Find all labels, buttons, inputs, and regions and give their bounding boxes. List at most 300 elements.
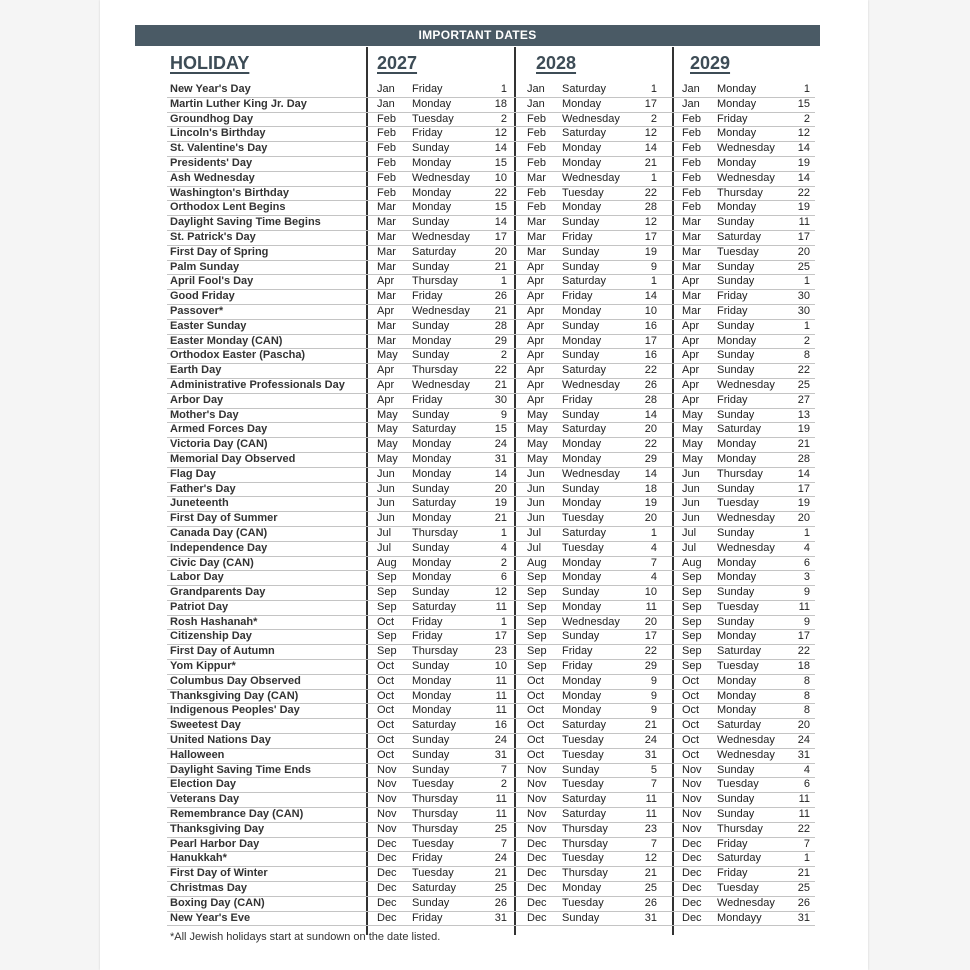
- day-cell: 24: [494, 852, 507, 865]
- weekday-cell: Sunday: [562, 911, 600, 924]
- month-cell: Sep: [377, 600, 397, 613]
- weekday-cell: Monday: [717, 556, 757, 569]
- month-cell: Apr: [377, 304, 395, 317]
- holiday-name: April Fool's Day: [170, 275, 254, 288]
- holiday-name: Juneteenth: [170, 497, 229, 510]
- day-cell: 19: [797, 497, 810, 510]
- weekday-cell: Tuesday: [717, 778, 759, 791]
- weekday-cell: Monday: [412, 689, 452, 702]
- month-cell: Oct: [377, 660, 395, 673]
- weekday-cell: Monday: [562, 704, 602, 717]
- day-cell: 9: [650, 689, 657, 702]
- weekday-cell: Friday: [412, 615, 443, 628]
- weekday-cell: Friday: [562, 393, 593, 406]
- table-row: [167, 586, 815, 601]
- table-row: [167, 379, 815, 394]
- month-cell: Mar: [527, 230, 546, 243]
- table-row: [167, 645, 815, 660]
- weekday-cell: Sunday: [562, 349, 600, 362]
- month-cell: Oct: [377, 674, 395, 687]
- holiday-name: St. Patrick's Day: [170, 230, 256, 243]
- day-cell: 10: [644, 586, 657, 599]
- weekday-cell: Sunday: [717, 319, 755, 332]
- table-row: [167, 704, 815, 719]
- weekday-cell: Tuesday: [412, 112, 454, 125]
- weekday-cell: Monday: [717, 97, 757, 110]
- month-cell: Dec: [377, 882, 397, 895]
- day-cell: 4: [803, 541, 810, 554]
- month-cell: Sep: [377, 630, 397, 643]
- weekday-cell: Sunday: [412, 748, 450, 761]
- month-cell: May: [682, 408, 703, 421]
- day-cell: 22: [797, 364, 810, 377]
- day-cell: 12: [494, 127, 507, 140]
- weekday-cell: Wednesday: [717, 748, 775, 761]
- month-cell: Sep: [527, 645, 547, 658]
- table-row: [167, 216, 815, 231]
- month-cell: Feb: [682, 127, 701, 140]
- month-cell: Sep: [377, 571, 397, 584]
- month-cell: Nov: [377, 793, 397, 806]
- month-cell: Sep: [377, 645, 397, 658]
- weekday-cell: Sunday: [562, 245, 600, 258]
- month-cell: Jan: [377, 83, 395, 95]
- month-cell: Dec: [527, 852, 547, 865]
- weekday-cell: Sunday: [412, 349, 450, 362]
- holiday-name: Yom Kippur*: [170, 660, 236, 673]
- holiday-name: Washington's Birthday: [170, 186, 289, 199]
- weekday-cell: Friday: [717, 112, 748, 125]
- table-row: [167, 660, 815, 675]
- weekday-cell: Monday: [717, 674, 757, 687]
- month-cell: Jun: [527, 512, 545, 525]
- month-cell: Dec: [377, 911, 397, 924]
- day-cell: 11: [495, 689, 507, 702]
- month-cell: Jun: [527, 482, 545, 495]
- day-cell: 21: [494, 512, 507, 525]
- day-cell: 16: [644, 349, 657, 362]
- day-cell: 16: [644, 319, 657, 332]
- weekday-cell: Monday: [717, 571, 757, 584]
- month-cell: Apr: [682, 334, 700, 347]
- month-cell: Oct: [682, 674, 700, 687]
- weekday-cell: Friday: [562, 290, 593, 303]
- day-cell: 17: [494, 630, 507, 643]
- day-cell: 19: [644, 245, 657, 258]
- table-row: [167, 838, 815, 853]
- weekday-cell: Saturday: [562, 127, 607, 140]
- weekday-cell: Thursday: [717, 467, 763, 480]
- month-cell: Mar: [377, 201, 396, 214]
- weekday-cell: Saturday: [562, 423, 607, 436]
- day-cell: 28: [644, 393, 657, 406]
- weekday-cell: Thursday: [412, 275, 458, 288]
- holiday-name: Halloween: [170, 748, 225, 761]
- weekday-cell: Wednesday: [562, 171, 620, 184]
- holiday-name: Passover*: [170, 304, 224, 317]
- weekday-cell: Monday: [717, 201, 757, 214]
- day-cell: 11: [495, 674, 507, 687]
- month-cell: Jun: [527, 497, 545, 510]
- table-row: [167, 527, 815, 542]
- weekday-cell: Monday: [562, 304, 602, 317]
- day-cell: 7: [650, 837, 657, 850]
- month-cell: Dec: [682, 911, 702, 924]
- month-cell: Mar: [377, 319, 396, 332]
- weekday-cell: Saturday: [412, 423, 457, 436]
- weekday-cell: Wednesday: [717, 512, 775, 525]
- day-cell: 1: [650, 526, 657, 539]
- month-cell: Apr: [682, 364, 700, 377]
- weekday-cell: Tuesday: [562, 778, 604, 791]
- holiday-name: Sweetest Day: [170, 719, 241, 732]
- weekday-cell: Monday: [412, 704, 452, 717]
- month-cell: Jun: [377, 482, 395, 495]
- day-cell: 28: [644, 201, 657, 214]
- weekday-cell: Tuesday: [412, 867, 454, 880]
- month-cell: Mar: [682, 260, 701, 273]
- holiday-name: Labor Day: [170, 571, 224, 584]
- holiday-name: Rosh Hashanah*: [170, 615, 258, 628]
- month-cell: Nov: [682, 822, 702, 835]
- day-cell: 17: [644, 230, 657, 243]
- day-cell: 7: [500, 837, 507, 850]
- month-cell: Nov: [682, 793, 702, 806]
- day-cell: 11: [798, 808, 810, 821]
- month-cell: Mar: [377, 245, 396, 258]
- holiday-name: Orthodox Easter (Pascha): [170, 349, 306, 362]
- month-cell: Mar: [682, 230, 701, 243]
- weekday-cell: Wednesday: [562, 467, 620, 480]
- weekday-cell: Sunday: [412, 660, 450, 673]
- day-cell: 4: [803, 763, 810, 776]
- month-cell: Dec: [527, 867, 547, 880]
- day-cell: 10: [494, 171, 507, 184]
- day-cell: 17: [494, 230, 507, 243]
- day-cell: 31: [494, 911, 507, 924]
- weekday-cell: Saturday: [412, 497, 457, 510]
- month-cell: Feb: [527, 201, 546, 214]
- month-cell: Mar: [377, 334, 396, 347]
- weekday-cell: Sunday: [717, 260, 755, 273]
- holiday-name: Boxing Day (CAN): [170, 896, 265, 909]
- weekday-cell: Saturday: [562, 808, 607, 821]
- day-cell: 7: [650, 556, 657, 569]
- day-cell: 20: [644, 512, 657, 525]
- holiday-name: Thanksgiving Day (CAN): [170, 689, 299, 702]
- month-cell: Sep: [682, 571, 702, 584]
- day-cell: 11: [798, 793, 810, 806]
- month-cell: Jul: [377, 541, 392, 554]
- day-cell: 14: [644, 408, 657, 421]
- day-cell: 22: [797, 645, 810, 658]
- month-cell: Jun: [682, 467, 700, 480]
- month-cell: Nov: [527, 778, 547, 791]
- month-cell: Jan: [682, 97, 700, 110]
- month-cell: Nov: [527, 808, 547, 821]
- day-cell: 9: [650, 704, 657, 717]
- weekday-cell: Wednesday: [717, 734, 775, 747]
- weekday-cell: Sunday: [562, 319, 600, 332]
- day-cell: 4: [650, 571, 657, 584]
- month-cell: Dec: [527, 837, 547, 850]
- month-cell: Dec: [682, 882, 702, 895]
- day-cell: 12: [494, 586, 507, 599]
- day-cell: 23: [494, 645, 507, 658]
- day-cell: 15: [797, 97, 810, 110]
- weekday-cell: Monday: [717, 334, 757, 347]
- weekday-cell: Monday: [717, 689, 757, 702]
- weekday-cell: Saturday: [412, 882, 457, 895]
- month-cell: Apr: [527, 319, 545, 332]
- month-cell: Jan: [682, 83, 700, 95]
- day-cell: 11: [645, 600, 657, 613]
- month-cell: Apr: [527, 334, 545, 347]
- month-cell: Jan: [527, 97, 545, 110]
- day-cell: 9: [500, 408, 507, 421]
- day-cell: 10: [494, 660, 507, 673]
- weekday-cell: Saturday: [717, 230, 762, 243]
- month-cell: Apr: [527, 260, 545, 273]
- weekday-cell: Monday: [562, 556, 602, 569]
- month-cell: May: [377, 452, 398, 465]
- day-cell: 28: [797, 452, 810, 465]
- weekday-cell: Saturday: [412, 245, 457, 258]
- day-cell: 1: [650, 171, 657, 184]
- month-cell: Oct: [682, 689, 700, 702]
- month-cell: Sep: [682, 586, 702, 599]
- weekday-cell: Sunday: [412, 260, 450, 273]
- day-cell: 15: [494, 201, 507, 214]
- table-row: [167, 468, 815, 483]
- month-cell: Jul: [377, 526, 392, 539]
- holiday-name: St. Valentine's Day: [170, 142, 268, 155]
- month-cell: Oct: [377, 704, 395, 717]
- month-cell: Nov: [527, 822, 547, 835]
- weekday-cell: Monday: [412, 556, 452, 569]
- holiday-name: Thanksgiving Day: [170, 822, 265, 835]
- holiday-name: Hanukkah*: [170, 852, 227, 865]
- day-cell: 16: [494, 719, 507, 732]
- weekday-cell: Wednesday: [412, 171, 470, 184]
- month-cell: Apr: [682, 393, 700, 406]
- day-cell: 24: [797, 734, 810, 747]
- day-cell: 21: [494, 378, 507, 391]
- table-row: [167, 793, 815, 808]
- day-cell: 30: [797, 290, 810, 303]
- table-row: [167, 364, 815, 379]
- holiday-name: New Year's Eve: [170, 911, 251, 924]
- weekday-cell: Monday: [562, 452, 602, 465]
- month-cell: Feb: [682, 201, 701, 214]
- day-cell: 8: [803, 689, 810, 702]
- table-row: [167, 497, 815, 512]
- month-cell: Aug: [527, 556, 547, 569]
- weekday-cell: Thursday: [562, 867, 608, 880]
- month-cell: Apr: [527, 378, 545, 391]
- table-row: [167, 852, 815, 867]
- month-cell: Feb: [527, 156, 546, 169]
- day-cell: 18: [494, 97, 507, 110]
- month-cell: Oct: [527, 748, 545, 761]
- month-cell: Mar: [527, 171, 546, 184]
- weekday-cell: Sunday: [562, 260, 600, 273]
- day-cell: 31: [644, 748, 657, 761]
- table-row: [167, 616, 815, 631]
- weekday-cell: Saturday: [562, 793, 607, 806]
- holiday-name: Orthodox Lent Begins: [170, 201, 286, 214]
- year-header-2029: 2029: [690, 53, 731, 73]
- month-cell: Apr: [682, 349, 700, 362]
- table-row: [167, 897, 815, 912]
- month-cell: Feb: [377, 127, 396, 140]
- weekday-cell: Friday: [412, 393, 443, 406]
- holiday-name: Christmas Day: [170, 882, 248, 895]
- table-row: [167, 201, 815, 216]
- month-cell: Jul: [527, 541, 542, 554]
- month-cell: Apr: [527, 304, 545, 317]
- weekday-cell: Tuesday: [562, 186, 604, 199]
- month-cell: Feb: [527, 112, 546, 125]
- day-cell: 31: [797, 748, 810, 761]
- weekday-cell: Monday: [412, 571, 452, 584]
- weekday-cell: Saturday: [717, 719, 762, 732]
- day-cell: 11: [798, 600, 810, 613]
- holiday-name: Memorial Day Observed: [170, 452, 296, 465]
- weekday-cell: Friday: [717, 290, 748, 303]
- month-cell: Apr: [377, 393, 395, 406]
- month-cell: Feb: [377, 142, 396, 155]
- day-cell: 1: [500, 275, 507, 288]
- table-row: [167, 172, 815, 187]
- holiday-name: Indigenous Peoples' Day: [170, 704, 300, 717]
- table-row: [167, 912, 815, 927]
- table-row: [167, 571, 815, 586]
- weekday-cell: Monday: [562, 201, 602, 214]
- day-cell: 22: [494, 186, 507, 199]
- month-cell: Oct: [527, 704, 545, 717]
- weekday-cell: Wednesday: [717, 896, 775, 909]
- day-cell: 2: [803, 334, 810, 347]
- weekday-cell: Sunday: [562, 482, 600, 495]
- weekday-cell: Tuesday: [562, 852, 604, 865]
- month-cell: Dec: [527, 911, 547, 924]
- day-cell: 2: [500, 112, 507, 125]
- month-cell: Dec: [682, 867, 702, 880]
- weekday-cell: Wednesday: [717, 142, 775, 155]
- weekday-cell: Monday: [412, 156, 452, 169]
- weekday-cell: Monday: [717, 127, 757, 140]
- month-cell: Jul: [527, 526, 542, 539]
- table-row: [167, 290, 815, 305]
- weekday-cell: Monday: [562, 600, 602, 613]
- month-cell: Apr: [527, 393, 545, 406]
- month-cell: Mar: [682, 304, 701, 317]
- day-cell: 22: [644, 364, 657, 377]
- day-cell: 1: [803, 852, 810, 865]
- month-cell: Oct: [527, 674, 545, 687]
- weekday-cell: Tuesday: [412, 837, 454, 850]
- weekday-cell: Saturday: [562, 83, 607, 95]
- month-cell: May: [682, 452, 703, 465]
- month-cell: Apr: [527, 364, 545, 377]
- day-cell: 1: [803, 275, 810, 288]
- weekday-cell: Tuesday: [717, 497, 759, 510]
- holiday-name: Daylight Saving Time Begins: [170, 216, 321, 229]
- month-cell: Oct: [377, 615, 395, 628]
- weekday-cell: Thursday: [412, 526, 458, 539]
- weekday-cell: Sunday: [412, 734, 450, 747]
- month-cell: Aug: [377, 556, 397, 569]
- weekday-cell: Monday: [562, 882, 602, 895]
- weekday-cell: Wednesday: [717, 541, 775, 554]
- day-cell: 21: [644, 156, 657, 169]
- day-cell: 2: [500, 556, 507, 569]
- day-cell: 5: [650, 763, 657, 776]
- weekday-cell: Sunday: [562, 586, 600, 599]
- holiday-name: Victoria Day (CAN): [170, 438, 268, 451]
- month-cell: Oct: [527, 719, 545, 732]
- day-cell: 17: [797, 230, 810, 243]
- table-row: [167, 142, 815, 157]
- month-cell: Sep: [682, 630, 702, 643]
- weekday-cell: Sunday: [412, 763, 450, 776]
- weekday-cell: Thursday: [717, 186, 763, 199]
- month-cell: Dec: [377, 837, 397, 850]
- day-cell: 8: [803, 674, 810, 687]
- table-row: [167, 542, 815, 557]
- day-cell: 17: [797, 630, 810, 643]
- month-cell: Sep: [527, 660, 547, 673]
- day-cell: 31: [494, 748, 507, 761]
- holiday-name: Arbor Day: [170, 393, 224, 406]
- day-cell: 1: [500, 83, 507, 95]
- weekday-cell: Sunday: [412, 586, 450, 599]
- banner-title: IMPORTANT DATES: [135, 25, 820, 46]
- weekday-cell: Monday: [412, 512, 452, 525]
- day-cell: 2: [500, 778, 507, 791]
- month-cell: Sep: [527, 630, 547, 643]
- table-row: [167, 734, 815, 749]
- day-cell: 1: [803, 83, 810, 95]
- holiday-name: Flag Day: [170, 467, 216, 480]
- day-cell: 4: [650, 541, 657, 554]
- weekday-cell: Saturday: [562, 526, 607, 539]
- day-cell: 2: [650, 112, 657, 125]
- day-cell: 20: [797, 245, 810, 258]
- weekday-cell: Sunday: [412, 896, 450, 909]
- weekday-cell: Saturday: [412, 719, 457, 732]
- month-cell: Oct: [377, 748, 395, 761]
- weekday-cell: Sunday: [412, 482, 450, 495]
- day-cell: 20: [797, 512, 810, 525]
- month-cell: Feb: [682, 171, 701, 184]
- table-row: [167, 320, 815, 335]
- month-cell: Dec: [377, 896, 397, 909]
- day-cell: 24: [494, 438, 507, 451]
- weekday-cell: Wednesday: [717, 378, 775, 391]
- month-cell: Nov: [377, 778, 397, 791]
- month-cell: Nov: [682, 808, 702, 821]
- weekday-cell: Monday: [717, 438, 757, 451]
- day-cell: 25: [494, 822, 507, 835]
- holiday-name: Good Friday: [170, 290, 235, 303]
- weekday-cell: Wednesday: [717, 171, 775, 184]
- weekday-cell: Saturday: [717, 645, 762, 658]
- day-cell: 19: [797, 201, 810, 214]
- table-row: [167, 867, 815, 882]
- day-cell: 6: [500, 571, 507, 584]
